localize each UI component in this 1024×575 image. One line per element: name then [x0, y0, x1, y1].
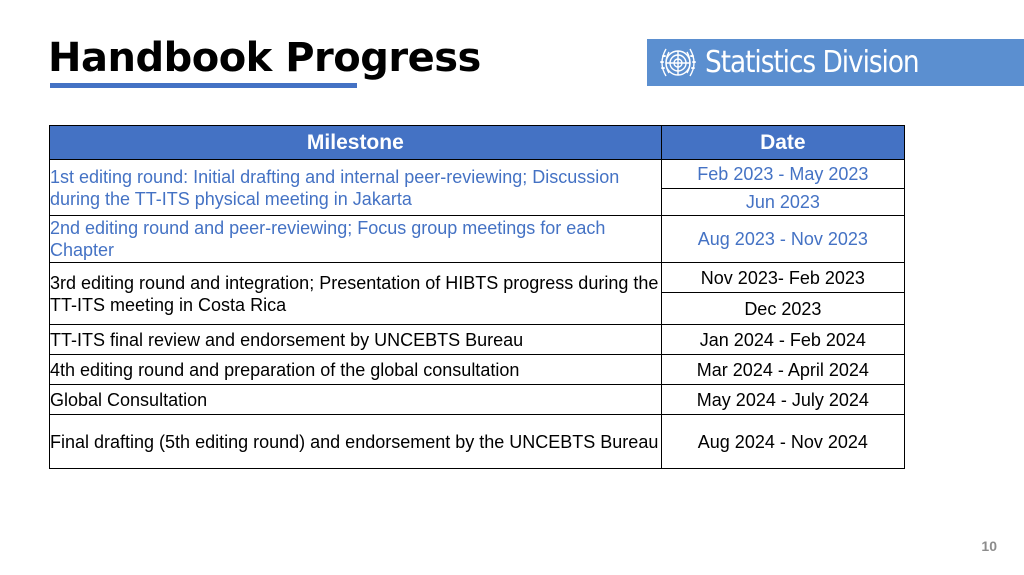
table-row [50, 325, 905, 355]
date-cell: May 2024 - July 2024 [661, 385, 904, 415]
milestone-column-header: Milestone [50, 126, 662, 160]
milestone-cell: Final drafting (5th editing round) and endorsement by the UNCEBTS Bureau [50, 415, 662, 469]
table-row [50, 355, 905, 385]
milestone-cell: Global Consultation [50, 385, 662, 415]
date-cell: Aug 2023 - Nov 2023 [661, 216, 904, 263]
title-underline [50, 83, 357, 88]
un-emblem-icon [655, 40, 701, 86]
date-cell: Dec 2023 [661, 293, 904, 325]
slide-title: Handbook Progress [48, 35, 481, 81]
milestone-cell: 1st editing round: Initial drafting and internal peer-reviewing; Discussion during the TT-ITS physical meeting in Jakarta [50, 160, 662, 216]
table-row [50, 415, 905, 469]
milestone-table [49, 125, 905, 469]
date-cell: Feb 2023 - May 2023 [661, 160, 904, 189]
date-cell: Mar 2024 - April 2024 [661, 355, 904, 385]
milestone-cell: 3rd editing round and integration; Presentation of HIBTS progress during the TT-ITS meeting in Costa Rica [50, 263, 662, 325]
table-header-row [50, 126, 905, 160]
milestone-cell: TT-ITS final review and endorsement by UNCEBTS Bureau [50, 325, 662, 355]
date-cell: Aug 2024 - Nov 2024 [661, 415, 904, 469]
date-cell: Jan 2024 - Feb 2024 [661, 325, 904, 355]
date-cell: Nov 2023- Feb 2023 [661, 263, 904, 293]
table-row [50, 160, 905, 189]
date-cell: Jun 2023 [661, 189, 904, 216]
statistics-division-logo [647, 39, 1024, 86]
table-row [50, 216, 905, 263]
date-column-header: Date [661, 126, 904, 160]
milestone-cell: 2nd editing round and peer-reviewing; Focus group meetings for each Chapter [50, 216, 662, 263]
table-row [50, 385, 905, 415]
logo-text: Statistics Division [705, 45, 919, 80]
table-row [50, 263, 905, 293]
milestone-cell: 4th editing round and preparation of the global consultation [50, 355, 662, 385]
page-number: 10 [981, 538, 997, 554]
